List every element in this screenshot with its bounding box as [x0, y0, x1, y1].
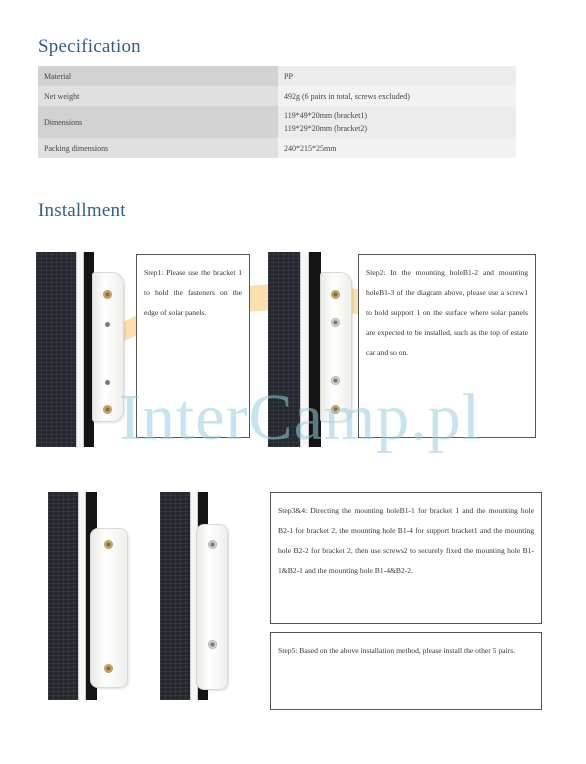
solar-panel [36, 252, 76, 447]
solar-panel [48, 492, 78, 700]
spec-value-line: 119*49*20mm (bracket1) [284, 111, 368, 120]
mounting-hole [105, 322, 110, 327]
mounting-hole [105, 380, 110, 385]
spec-value [278, 106, 516, 138]
screw-icon [104, 664, 113, 673]
step5-box: Step5: Based on the above installation method, please install the other 5 pairs. [270, 632, 542, 710]
step2-box: Step2: In the mounting holeB1-2 and mounting holeB1-3 of the diagram above, please use a screw1 to hold support 1 on the surface where solar panels are expected to be installed, such as the top of estate car and so on. [358, 254, 536, 438]
step1-box: Step1: Please use the bracket 1 to hold the fasteners on the edge of solar panels. [136, 254, 250, 438]
spec-row-dimensions [38, 106, 516, 138]
spec-label: Packing dimensions [38, 138, 278, 158]
spec-row-packing-dimensions [38, 138, 516, 158]
spec-label: Dimensions [38, 106, 278, 138]
panel-frame-rail [78, 492, 86, 700]
solar-panel [268, 252, 300, 447]
spec-label: Material [38, 66, 278, 86]
watermark-text: InterCamp.pl [118, 381, 482, 454]
step3-4-box: Step3&4: Directing the mounting holeB1-1 for bracket 1 and the mounting hole B2-1 for bracket 2, the mounting hole B1-4 for support bracket1 and the mounting hole B2-2 for bracket 2, then use screws2 to securely fixed the mounting hole B1-1&B2-1 and the mounting hole B1-4&B2-2. [270, 492, 542, 624]
spec-value-line: 119*29*20mm (bracket2) [284, 124, 368, 133]
spec-row-material [38, 66, 516, 86]
screw-icon [103, 405, 112, 414]
specification-heading: Specification [38, 36, 141, 57]
panel-frame-rail [300, 252, 309, 447]
screw-icon [104, 540, 113, 549]
installment-heading: Installment [38, 200, 126, 221]
spec-label: Net weight [38, 86, 278, 106]
screw-icon [208, 540, 217, 549]
spec-value: PP [278, 66, 516, 86]
screw-icon [331, 290, 340, 299]
screw-icon [331, 376, 340, 385]
screw-icon [103, 290, 112, 299]
spec-value: 492g (6 pairs in total, screws excluded) [278, 86, 516, 106]
solar-panel [160, 492, 190, 700]
panel-frame-rail [76, 252, 84, 447]
specification-table [38, 66, 516, 158]
spec-row-net-weight [38, 86, 516, 106]
screw-icon [331, 318, 340, 327]
spec-value: 240*215*25mm [278, 138, 516, 158]
screw-icon [331, 405, 340, 414]
screw-icon [208, 640, 217, 649]
